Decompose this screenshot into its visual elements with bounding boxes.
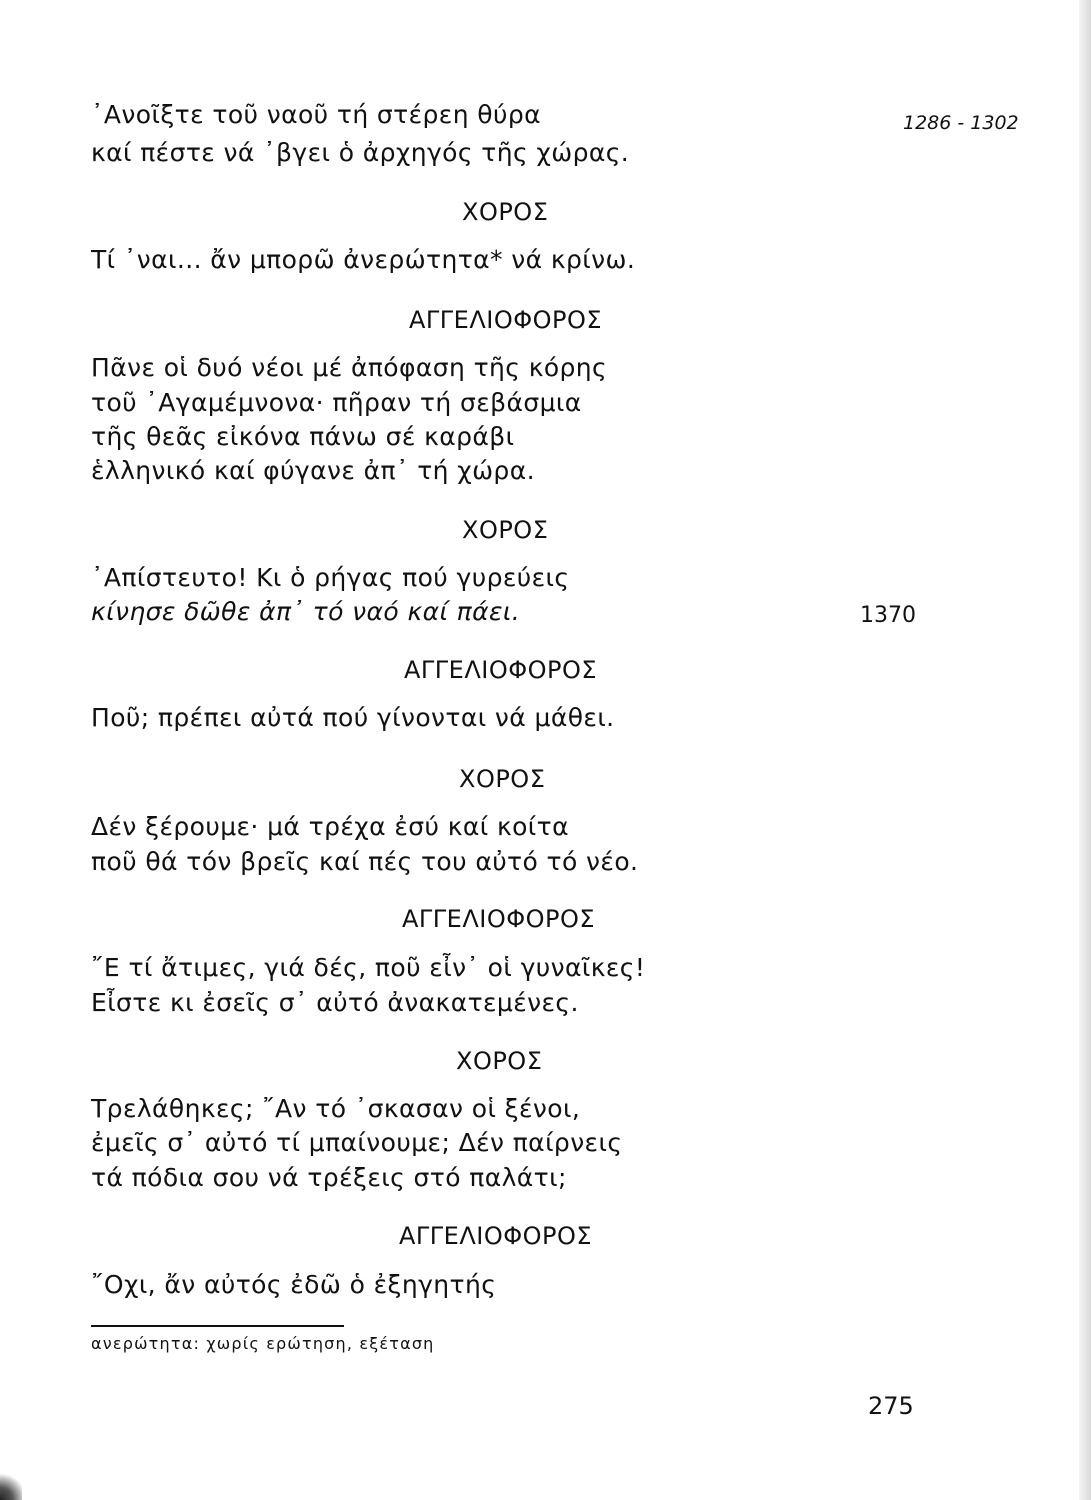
page-number: 275: [868, 1392, 914, 1420]
footnote-divider: [91, 1325, 344, 1327]
verse-line: Ποῦ; πρέπει αὐτά πού γίνονται νά μάθει.: [91, 703, 615, 732]
margin-line-reference: 1286 - 1302: [903, 112, 1019, 134]
footnote: ανερώτητα: χωρίς ερώτηση, εξέταση: [91, 1334, 435, 1353]
verse-line: ποῦ θά τόν βρεῖς καί πές του αὐτό τό νέο.: [91, 847, 639, 876]
speaker-label-chorus: ΧΟΡΟΣ: [462, 516, 549, 544]
verse-line: κίνησε δῶθε ἀπ᾿ τό ναό καί πάει.: [91, 597, 521, 626]
verse-line: ῎Οχι, ἄν αὐτός ἐδῶ ὁ ἐξηγητής: [91, 1270, 497, 1299]
speaker-label-chorus: ΧΟΡΟΣ: [459, 765, 546, 793]
speaker-label-chorus: ΧΟΡΟΣ: [456, 1047, 543, 1075]
corner-scan-shadow: [0, 1472, 22, 1500]
verse-line: τῆς θεᾶς εἰκόνα πάνω σέ καράβι: [91, 422, 515, 451]
verse-line: Δέν ξέρουμε· μά τρέχα ἐσύ καί κοίτα: [91, 812, 569, 841]
verse-line: ῎Ε τί ἄτιμες, γιά δές, ποῦ εἶν᾿ οἱ γυναῖκες!: [91, 953, 646, 982]
verse-line: τοῦ ᾿Αγαμέμνονα· πῆραν τή σεβάσμια: [91, 388, 582, 417]
verse-line: ἐμεῖς σ᾿ αὐτό τί μπαίνουμε; Δέν παίρνεις: [91, 1128, 623, 1157]
verse-line: καί πέστε νά ᾿βγει ὁ ἀρχηγός τῆς χώρας.: [91, 138, 630, 167]
verse-line: ᾿Ανοῖξτε τοῦ ναοῦ τή στέρεη θύρα: [91, 100, 542, 129]
verse-line: Τρελάθηκες; ῎Αν τό ᾿σκασαν οἱ ξένοι,: [91, 1094, 581, 1123]
speaker-label-messenger: ΑΓΓΕΛΙΟΦΟΡΟΣ: [409, 306, 603, 334]
verse-line: ᾿Απίστευτο! Κι ὁ ρήγας πού γυρεύεις: [91, 563, 570, 592]
verse-line: Τί ᾿ναι... ἄν μπορῶ ἀνερώτητα* νά κρίνω.: [91, 245, 636, 274]
speaker-label-messenger: ΑΓΓΕΛΙΟΦΟΡΟΣ: [404, 656, 598, 684]
verse-line: Πᾶνε οἱ δυό νέοι μέ ἀπόφαση τῆς κόρης: [91, 353, 608, 382]
verse-line: τά πόδια σου νά τρέξεις στό παλάτι;: [91, 1163, 567, 1192]
verse-line: Εἶστε κι ἐσεῖς σ᾿ αὐτό ἀνακατεμένες.: [91, 988, 579, 1017]
speaker-label-messenger: ΑΓΓΕΛΙΟΦΟΡΟΣ: [402, 905, 596, 933]
verse-number: 1370: [860, 603, 916, 628]
page-edge-shadow: [1079, 0, 1091, 1500]
verse-line: ἑλληνικό καί φύγανε ἀπ᾿ τή χώρα.: [91, 456, 535, 485]
speaker-label-chorus: ΧΟΡΟΣ: [462, 198, 549, 226]
speaker-label-messenger: ΑΓΓΕΛΙΟΦΟΡΟΣ: [399, 1222, 593, 1250]
